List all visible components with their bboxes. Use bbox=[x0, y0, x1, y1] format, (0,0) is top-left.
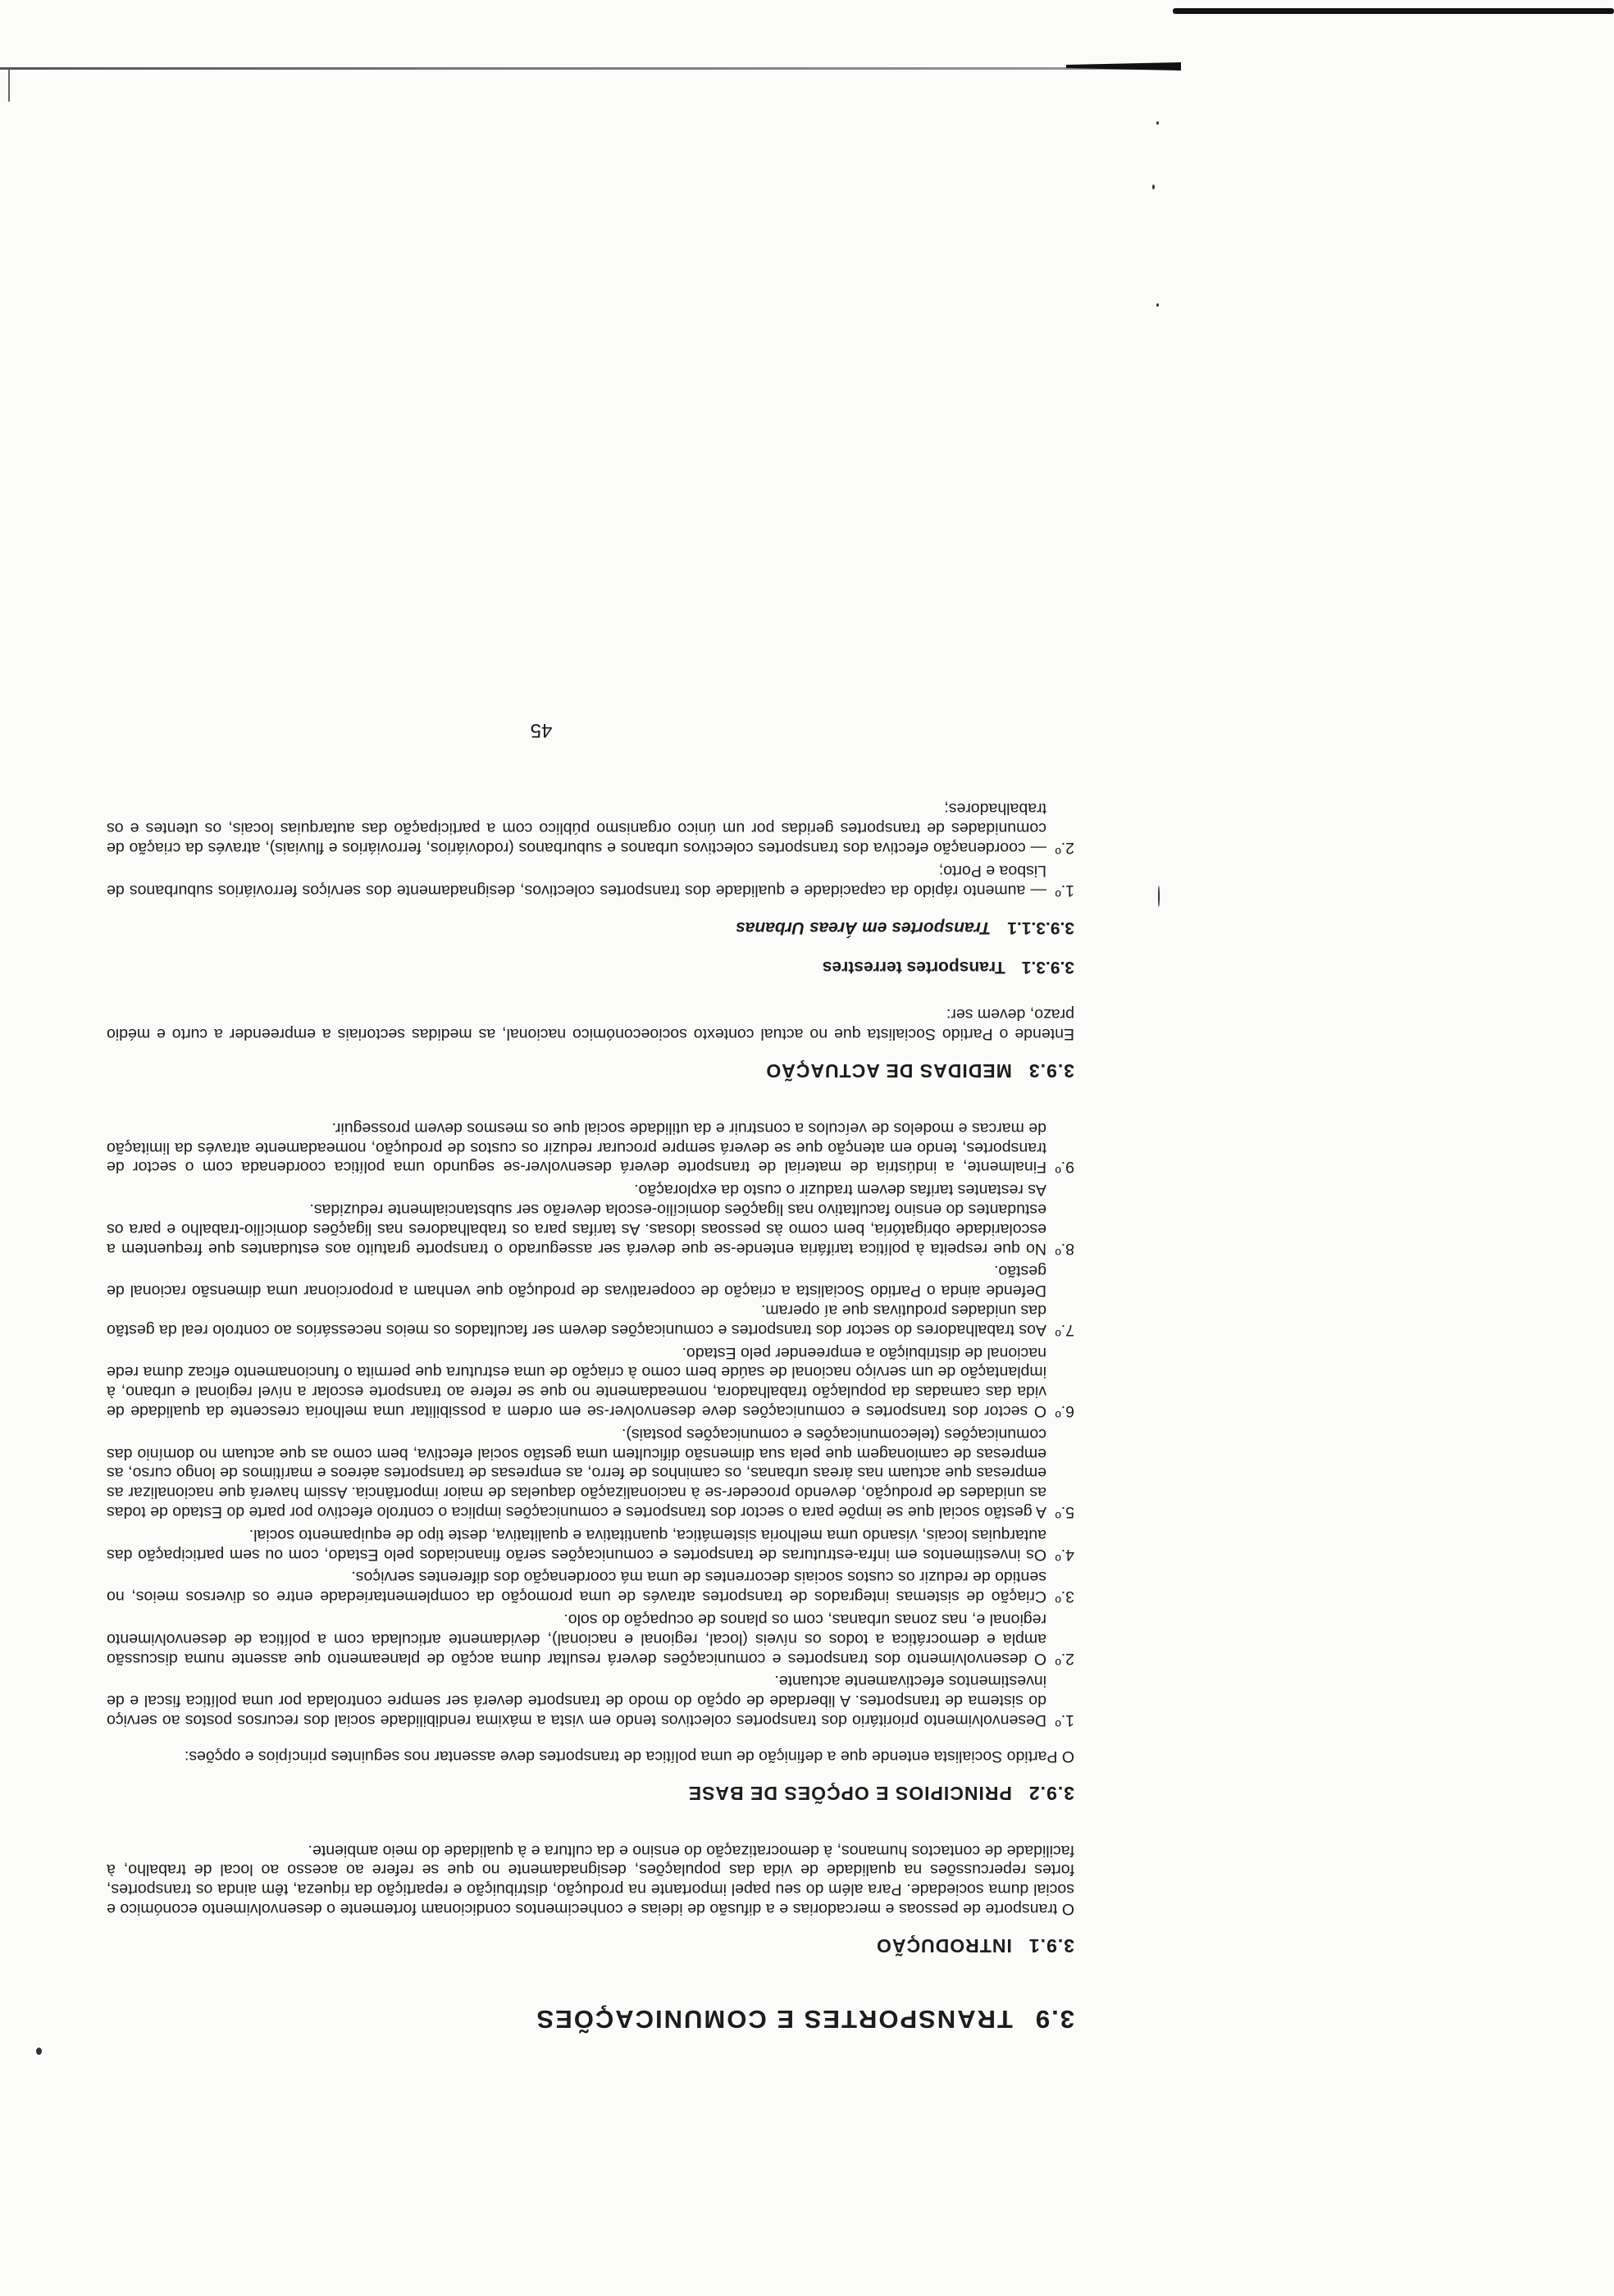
chapter-number: 3.9 bbox=[1033, 2005, 1074, 2034]
list-item bbox=[107, 1261, 1074, 1339]
scan-speck bbox=[36, 2048, 42, 2055]
item-text: Os investimentos em infra-estruturas de transportes e comunicações serão financiados pelo Estado, com ou sem participação das autarquias locais, visando uma melhoria sistemática, quantitativa e qualitativa, deste tipo de equipamento social. bbox=[107, 1525, 1046, 1564]
item-marker: 9.º bbox=[1055, 1158, 1074, 1177]
item-marker: 1.º bbox=[1055, 881, 1074, 900]
item-marker: 2.º bbox=[1055, 838, 1074, 857]
section-title: PRINCIPIOS E OPÇÕES DE BASE bbox=[687, 1782, 1012, 1804]
list-item bbox=[107, 799, 1074, 857]
subsection-heading-transportes-terrestres bbox=[107, 957, 1074, 977]
item-marker: 4.º bbox=[1055, 1545, 1074, 1564]
scan-speck bbox=[1156, 303, 1159, 307]
item-text: Finalmente, a indústria de material de transporte deverá desenvolver-se segundo uma política coordenada com o sector de transportes, tendo em atenção que se deverá sempre procurar reduzir os custos de produção, nomeadamente através da limitação de marcas e modelos de veículos a construir e da utilidade social que os mesmos devem prosseguir. bbox=[107, 1118, 1046, 1177]
subsection-title: Transportes terrestres bbox=[822, 957, 1005, 977]
scan-speck bbox=[1158, 886, 1160, 907]
list-item bbox=[107, 1609, 1074, 1667]
item-marker: 5.º bbox=[1055, 1503, 1074, 1522]
section-title: INTRODUÇÃO bbox=[875, 1935, 1012, 1957]
list-item bbox=[107, 1118, 1074, 1176]
scan-edge-line bbox=[1173, 8, 1614, 14]
subsubsection-title: Transportes em Áreas Urbanas bbox=[736, 918, 992, 937]
principles-intro: O Partido Socialista entende que a definição de uma política de transportes deve assentar nos seguintes princípios e opções: bbox=[184, 1747, 1074, 1765]
item-marker: 1.º bbox=[1055, 1711, 1074, 1730]
page-number: 45 bbox=[530, 718, 553, 741]
section-heading-medidas bbox=[107, 1059, 1074, 1082]
chapter-name: TRANSPORTES E COMUNICAÇÕES bbox=[535, 2005, 1013, 2034]
urban-measures-list bbox=[107, 799, 1074, 900]
section-heading-introducao bbox=[107, 1934, 1074, 1957]
measures-intro: Entende o Partido Socialista que no actual contexto socioeconómico nacional, as medidas sectoriais a empreender a curto e médio prazo, devem ser: bbox=[107, 1005, 1074, 1044]
chapter-title bbox=[107, 2004, 1074, 2034]
scan-edge-tick bbox=[8, 69, 10, 102]
item-text: O sector dos transportes e comunicações deve desenvolver-se em ordem a possibilitar uma melhoria crescente da qualidade de vida das camadas da população trabalhadora, nomeadamente no que se refere ao transporte escolar a nível regional e urbano, à implantação de um serviço nacional de saúde bem como à criação de uma estrutura que permita o funcionamento eficaz duma rede nacional de distribuição a empreender pelo Estado. bbox=[107, 1343, 1046, 1421]
section-number: 3.9.1 bbox=[1028, 1935, 1074, 1957]
list-item bbox=[107, 1424, 1074, 1521]
item-marker: 3.º bbox=[1055, 1588, 1074, 1606]
section-number: 3.9.2 bbox=[1028, 1782, 1074, 1804]
item-text: — aumento rápido da capacidade e qualidade dos transportes colectivos, designadamente dos serviços ferroviários suburbanos de Lisboa e Porto; bbox=[107, 861, 1046, 900]
item-text: Desenvolvimento prioritário dos transportes colectivos tendo em vista a máxima rendibilidade social dos recursos postos ao serviço do sistema de transportes. A liberdade de opção do modo de transporte deverá ser sempre controlada por uma política fiscal e de investimentos efectivamente actuante. bbox=[107, 1672, 1046, 1730]
section-title: MEDIDAS DE ACTUAÇÃO bbox=[765, 1060, 1012, 1082]
list-item bbox=[107, 860, 1074, 900]
item-marker: 7.º bbox=[1055, 1320, 1074, 1339]
list-item bbox=[107, 1180, 1074, 1258]
document-page bbox=[107, 123, 1074, 2091]
subsubsection-number: 3.9.3.1.1 bbox=[1007, 918, 1074, 937]
item-marker: 2.º bbox=[1055, 1649, 1074, 1668]
subsubsection-heading-areas-urbanas bbox=[107, 918, 1074, 937]
list-item bbox=[107, 1524, 1074, 1564]
list-item bbox=[107, 1567, 1074, 1606]
section-heading-principios bbox=[107, 1782, 1074, 1804]
item-marker: 6.º bbox=[1055, 1402, 1074, 1421]
item-text: O desenvolvimento dos transportes e comunicações deverá resultar duma acção de planeamento que assente numa discussão ampla e democrática a todos os níveis (local, regional e nacional), devidamente articulada com a política de desenvolvimento regional e, nas zonas urbanas, com os planos de ocupação do solo. bbox=[107, 1610, 1046, 1668]
item-text: Defende ainda o Partido Socialista a criação de cooperativas de produção que venham a proporcionar uma dimensão racional de gestão. bbox=[107, 1262, 1046, 1301]
section-number: 3.9.3 bbox=[1028, 1060, 1074, 1082]
principles-list bbox=[107, 1118, 1074, 1729]
item-text: A gestão social que se impõe para o sector dos transportes e comunicações implica o controlo efectivo por parte do Estado de todas as unidades de produção, devendo proceder-se à nacionalização daquelas de maior importância. Assim haverá que nacionalizar as empresas que actuam nas áreas urbanas, os caminhos de ferro, as empresas de transportes aéreos e marítimos de longo curso, as empresas de camionagem que pela sua dimensão dificultem uma gestão social efectiva, bem como as que actuam no domínio das comunicações (telecomunicações e comunicações postais). bbox=[107, 1424, 1046, 1522]
subsection-number: 3.9.3.1 bbox=[1021, 957, 1074, 977]
scan-speck bbox=[1156, 121, 1159, 125]
intro-paragraph: O transporte de pessoas e mercadorias e a difusão de ideias e conhecimentos condicionam fortemente o desenvolvimento económico e social duma sociedade. Para além do seu papel importante na produção, distribuição e repartição da riqueza, têm ainda os transportes, fortes repercussões na qualidade de vida das populações, designadamente no que se refere ao acesso ao local de trabalho, à facilidade de contactos humanos, à democratização do ensino e da cultura e à qualidade do meio ambiente. bbox=[107, 1841, 1074, 1918]
item-text: As restantes tarifas devem traduzir o custo da exploração. bbox=[634, 1181, 1046, 1200]
item-text: Criação de sistemas integrados de transportes através de uma promoção da complementariedade entre os diversos meios, no sentido de reduzir os custos sociais decorrentes de uma má coordenação dos diferentes serviços. bbox=[107, 1568, 1046, 1606]
item-text: No que respeita à política tarifária entende-se que deverá ser assegurado o transporte gratuito aos estudantes que frequentem a escolaridade obrigatória, bem como às pessoas idosas. As tarifas para os trabalhadores nas ligações domicílio-trabalho e para os estudantes do ensino facultativo nas ligações domicílio-escola deverão ser substancialmente reduzidas. bbox=[107, 1200, 1046, 1258]
scan-speck bbox=[1152, 184, 1155, 189]
scan-edge-line bbox=[0, 67, 1173, 70]
list-item bbox=[107, 1671, 1074, 1729]
list-item bbox=[107, 1342, 1074, 1420]
item-marker: 8.º bbox=[1055, 1239, 1074, 1258]
item-text: — coordenação efectiva dos transportes colectivos urbanos e suburbanos (rodoviários, ferroviários e fluviais), através da criação de comunidades de transportes geridas por um único organismo público com a participação das autarquias locais, os utentes e os trabalhadores; bbox=[107, 800, 1046, 857]
item-text: Aos trabalhadores do sector dos transportes e comunicações devem ser facultados os meios necessários ao controlo real da gestão das unidades produtivas que aí operam. bbox=[107, 1301, 1046, 1339]
